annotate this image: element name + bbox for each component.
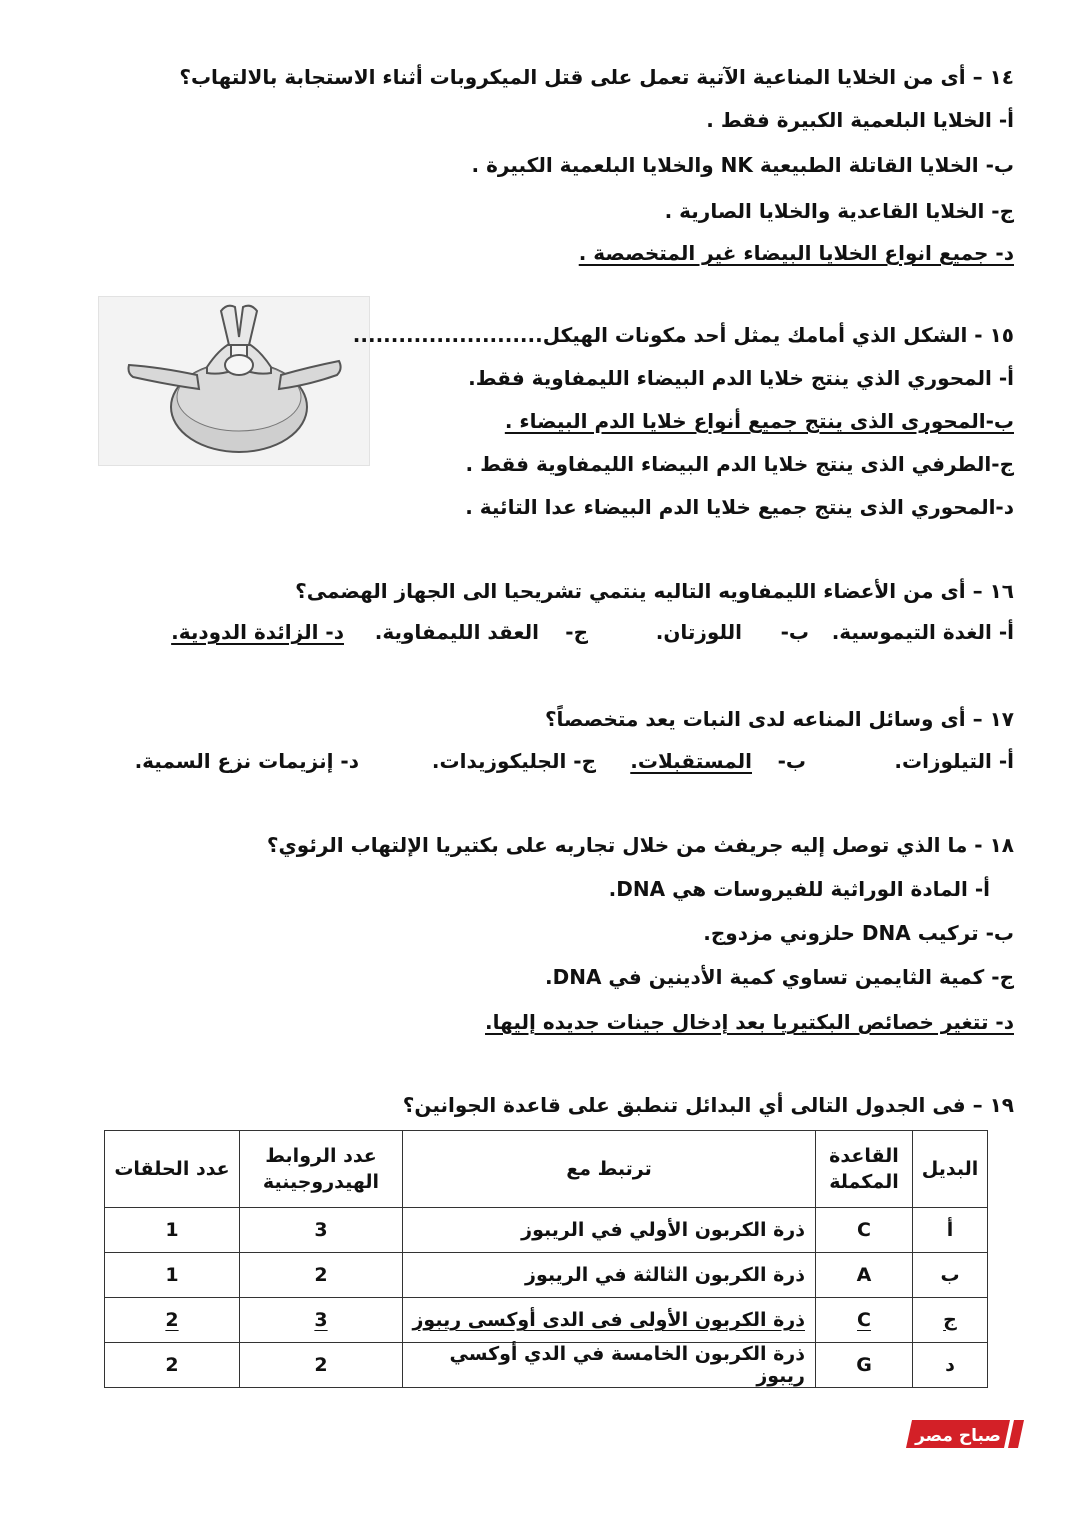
q16-option-c-letter: ج-	[565, 620, 588, 644]
row-rings: 2	[105, 1343, 240, 1388]
q17-option-a: أ- التيلوزات.	[894, 749, 1014, 773]
table-row-correct	[105, 1298, 988, 1343]
vertebra-drawing	[99, 297, 369, 465]
row-complementary: G	[816, 1343, 913, 1388]
row-complementary: C	[816, 1208, 913, 1253]
header-hbonds: عدد الروابط الهيدروجينية	[240, 1131, 403, 1208]
q16-option-a: أ- الغدة التيموسية.	[831, 620, 1014, 644]
q15-question: ١٥ - الشكل الذي أمامك يمثل أحد مكونات الهيكل.........................	[352, 323, 1014, 347]
logo-text: صباح مصر	[915, 1426, 1001, 1446]
q16-option-b-letter: ب-	[780, 620, 809, 644]
q19-question: ١٩ – فى الجدول التالى أي البدائل تنطبق على قاعدة الجوانين؟	[402, 1093, 1014, 1117]
q16-option-b: اللوزتان.	[655, 620, 742, 644]
row-binds: ذرة الكربون الأولي في الريبوز	[403, 1208, 816, 1253]
table-header-row	[105, 1131, 988, 1208]
q17-option-b-letter: ب-	[777, 749, 806, 773]
q15-option-b-correct: ب-المحورى الذى ينتج جميع أنواع خلايا الدم البيضاء .	[504, 409, 1014, 433]
row-option: ب	[913, 1253, 988, 1298]
q18-option-c: ج- كمية الثايمين تساوي كمية الأدينين في DNA.	[545, 965, 1014, 989]
q16-options	[66, 617, 1014, 647]
q18-option-a: أ- المادة الوراثية للفيروسات هي DNA.	[608, 877, 990, 901]
row-hbonds: 3	[240, 1298, 403, 1343]
row-rings: 2	[105, 1298, 240, 1343]
q14-question: ١٤ – أى من الخلايا المناعية الآتية تعمل على قتل الميكروبات أثناء الاستجابة بالالتهاب؟	[179, 65, 1014, 89]
q14-option-d-correct: د- جميع انواع الخلايا البيضاء غير المتخصصة .	[578, 241, 1014, 265]
table-row	[105, 1343, 988, 1388]
row-option: د	[913, 1343, 988, 1388]
q14-option-b: ب- الخلايا القاتلة الطبيعية NK والخلايا البلعمية الكبيرة .	[471, 153, 1014, 177]
row-option: ج	[913, 1298, 988, 1343]
q19-table	[104, 1130, 988, 1388]
row-rings: 1	[105, 1208, 240, 1253]
q17-option-c: ج- الجليكوزيدات.	[431, 749, 596, 773]
row-binds: ذرة الكربون الخامسة في الدي أوكسي ريبوز	[403, 1343, 816, 1388]
q15-option-a: أ- المحوري الذي ينتج خلايا الدم البيضاء الليمفاوية فقط.	[468, 366, 1014, 390]
header-complementary: القاعدة المكملة	[816, 1131, 913, 1208]
row-binds: ذرة الكربون الأولى فى الدى أوكسى ريبوز	[403, 1298, 816, 1343]
q15-option-c: ج-الطرفي الذى ينتج خلايا الدم البيضاء الليمفاوية فقط .	[465, 452, 1014, 476]
q16-option-d-correct: د- الزائدة الدودية.	[171, 620, 344, 644]
row-complementary: A	[816, 1253, 913, 1298]
q18-option-d-correct: د- تتغير خصائص البكتيريا بعد إدخال جينات جديده إليها.	[485, 1010, 1014, 1034]
q18-question: ١٨ - ما الذي توصل إليه جريفث من خلال تجاربه على بكتيريا الإلتهاب الرئوي؟	[266, 833, 1014, 857]
row-hbonds: 2	[240, 1253, 403, 1298]
q18-option-b: ب- تركيب DNA حلزوني مزدوج.	[703, 921, 1014, 945]
row-complementary: C	[816, 1298, 913, 1343]
table-row	[105, 1208, 988, 1253]
sabah-masr-logo	[858, 1418, 1028, 1450]
q17-question: ١٧ – أى وسائل المناعه لدى النبات يعد متخصصاً؟	[544, 707, 1014, 731]
q14-option-a: أ- الخلايا البلعمية الكبيرة فقط .	[706, 108, 1014, 132]
row-hbonds: 2	[240, 1343, 403, 1388]
q17-option-d: د- إنزيمات نزع السمية.	[134, 749, 359, 773]
q17-options	[66, 746, 1014, 776]
row-binds: ذرة الكربون الثالثة في الريبوز	[403, 1253, 816, 1298]
header-option: البديل	[913, 1131, 988, 1208]
vertebra-figure	[98, 296, 370, 466]
header-rings: عدد الحلقات	[105, 1131, 240, 1208]
row-rings: 1	[105, 1253, 240, 1298]
q15-option-d: د-المحوري الذى ينتج جميع خلايا الدم البيضاء عدا التائية .	[465, 495, 1014, 519]
q17-option-b-correct: المستقبلات.	[630, 749, 752, 773]
q14-option-c: ج- الخلايا القاعدية والخلايا الصارية .	[664, 199, 1014, 223]
table-row	[105, 1253, 988, 1298]
header-binds: ترتبط مع	[403, 1131, 816, 1208]
q16-option-c: العقد الليمفاوية.	[374, 620, 539, 644]
row-hbonds: 3	[240, 1208, 403, 1253]
row-option: أ	[913, 1208, 988, 1253]
q16-question: ١٦ – أى من الأعضاء الليمفاويه التاليه ينتمي تشريحيا الى الجهاز الهضمى؟	[295, 579, 1014, 603]
